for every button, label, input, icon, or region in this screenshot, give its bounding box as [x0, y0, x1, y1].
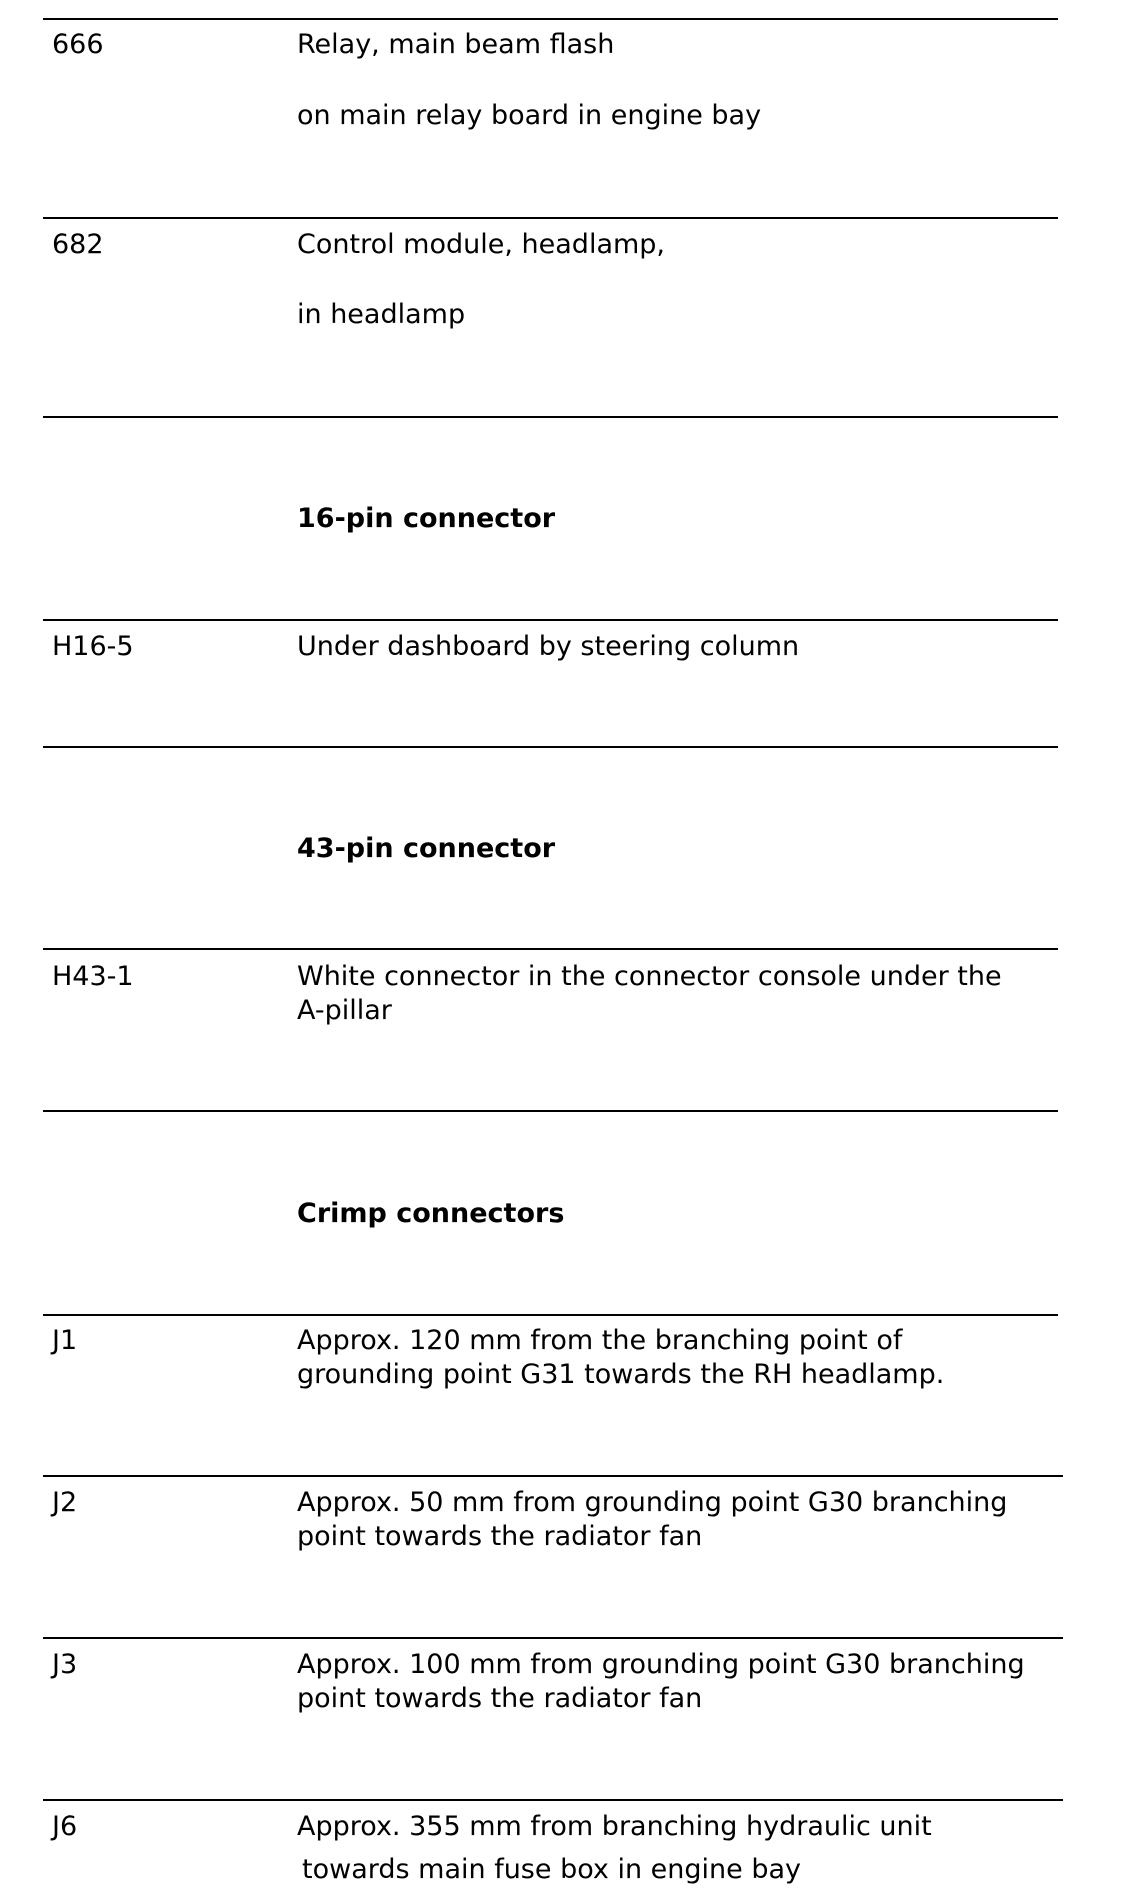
row-description-line: in headlamp	[297, 299, 466, 330]
row-description-line: A-pillar	[297, 995, 392, 1026]
row-code: H16-5	[52, 631, 134, 662]
row-divider	[43, 1314, 1058, 1316]
row-divider	[43, 217, 1058, 219]
row-divider	[43, 619, 1058, 621]
row-divider	[43, 1110, 1058, 1112]
row-code: J6	[52, 1811, 78, 1842]
row-code: H43-1	[52, 961, 134, 992]
row-divider	[43, 948, 1058, 950]
section-heading: Crimp connectors	[297, 1198, 565, 1229]
row-code: J3	[52, 1649, 78, 1680]
row-code: J2	[52, 1487, 78, 1518]
row-divider	[43, 18, 1058, 20]
row-description-line: Under dashboard by steering column	[297, 631, 800, 662]
row-description-line: White connector in the connector console under the	[297, 961, 1002, 992]
row-description-line: Approx. 50 mm from grounding point G30 branching	[297, 1487, 1008, 1518]
section-heading: 16-pin connector	[297, 503, 556, 534]
section-heading: 43-pin connector	[297, 833, 556, 864]
row-description-line: Control module, headlamp,	[297, 229, 666, 260]
row-description-line: grounding point G31 towards the RH headlamp.	[297, 1359, 945, 1390]
row-divider	[43, 1475, 1063, 1477]
row-description-line: point towards the radiator fan	[297, 1521, 703, 1552]
row-divider	[43, 1799, 1063, 1801]
row-divider	[43, 1637, 1063, 1639]
row-description-line: point towards the radiator fan	[297, 1683, 703, 1714]
row-divider	[43, 416, 1058, 418]
row-divider	[43, 746, 1058, 748]
row-code: 682	[52, 229, 104, 260]
row-description-line: towards main fuse box in engine bay	[302, 1854, 801, 1885]
row-description-line: Relay, main beam flash	[297, 29, 615, 60]
row-description-line: Approx. 100 mm from grounding point G30 branching	[297, 1649, 1025, 1680]
row-description-line: Approx. 355 mm from branching hydraulic unit	[297, 1811, 932, 1842]
row-description-line: Approx. 120 mm from the branching point of	[297, 1325, 903, 1356]
row-description-line: on main relay board in engine bay	[297, 100, 762, 131]
row-code: 666	[52, 29, 104, 60]
row-code: J1	[52, 1325, 78, 1356]
